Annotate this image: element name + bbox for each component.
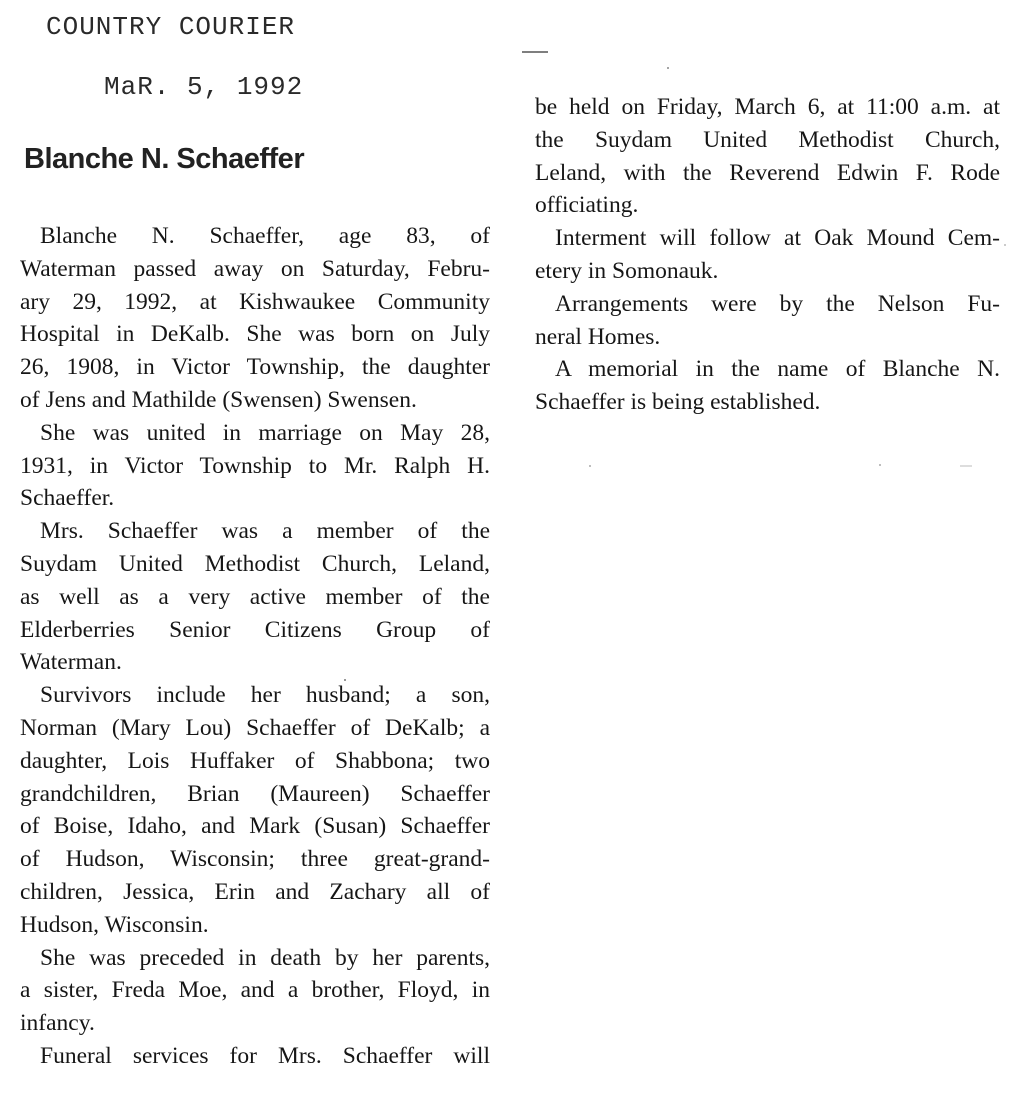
right-column: [535, 91, 1000, 419]
text-line: A memorial in the name of Blanche N.: [555, 356, 1000, 383]
speck: [589, 465, 591, 467]
speck: [667, 67, 669, 69]
text-line: Schaeffer.: [20, 485, 115, 512]
text-line: Leland, with the Reverend Edwin F. Rode: [535, 159, 1000, 186]
text-line: etery in Somonauk.: [535, 257, 719, 284]
text-line: children, Jessica, Erin and Zachary all of: [20, 878, 490, 905]
text-line: She was preceded in death by her parents,: [40, 944, 490, 971]
text-line: Funeral services for Mrs. Schaeffer will: [40, 1042, 490, 1069]
text-line: grandchildren, Brian (Maureen) Schaeffer: [20, 780, 490, 807]
text-line: the Suydam United Methodist Church,: [535, 126, 1000, 153]
text-line: daughter, Lois Huffaker of Shabbona; two: [20, 747, 490, 774]
clipping-date: MaR. 5, 1992: [104, 72, 304, 102]
text-line: be held on Friday, March 6, at 11:00 a.m. at: [535, 94, 1000, 120]
text-line: of Hudson, Wisconsin; three great-grand-: [20, 846, 490, 873]
text-line: Blanche N. Schaeffer, age 83, of: [40, 223, 490, 249]
left-column: [20, 220, 490, 1073]
text-line: as well as a very active member of the: [20, 583, 490, 610]
text-line: infancy.: [20, 1010, 95, 1037]
text-line: Schaeffer is being established.: [535, 389, 821, 416]
text-line: Mrs. Schaeffer was a member of the: [40, 518, 490, 545]
text-line: ary 29, 1992, at Kishwaukee Community: [20, 288, 490, 315]
text-line: Suydam United Methodist Church, Leland,: [20, 550, 490, 577]
text-line: Waterman.: [20, 649, 122, 676]
speck: [1004, 244, 1006, 246]
publication-name: COUNTRY COURIER: [46, 12, 296, 42]
obituary-headline: Blanche N. Schaeffer: [24, 143, 305, 175]
text-line: Hospital in DeKalb. She was born on July: [20, 321, 490, 348]
text-line: She was united in marriage on May 28,: [40, 419, 490, 446]
text-line: of Boise, Idaho, and Mark (Susan) Schaeffer: [20, 813, 490, 840]
text-line: 26, 1908, in Victor Township, the daughter: [20, 354, 490, 381]
text-line: officiating.: [535, 192, 639, 219]
text-line: 1931, in Victor Township to Mr. Ralph H.: [20, 452, 490, 479]
text-line: Norman (Mary Lou) Schaeffer of DeKalb; a: [20, 714, 490, 741]
text-line: Hudson, Wisconsin.: [20, 911, 209, 938]
text-line: of Jens and Mathilde (Swensen) Swensen.: [20, 386, 417, 413]
text-line: Interment will follow at Oak Mound Cem-: [555, 225, 1000, 252]
text-line: Waterman passed away on Saturday, Febru-: [20, 255, 490, 282]
text-line: a sister, Freda Moe, and a brother, Floyd, in: [20, 977, 490, 1004]
text-line: Survivors include her husband; a son,: [40, 682, 490, 709]
speck: [879, 464, 881, 466]
text-line: Elderberries Senior Citizens Group of: [20, 616, 490, 643]
text-line: Arrangements were by the Nelson Fu-: [555, 290, 1000, 317]
text-line: neral Homes.: [535, 323, 661, 350]
